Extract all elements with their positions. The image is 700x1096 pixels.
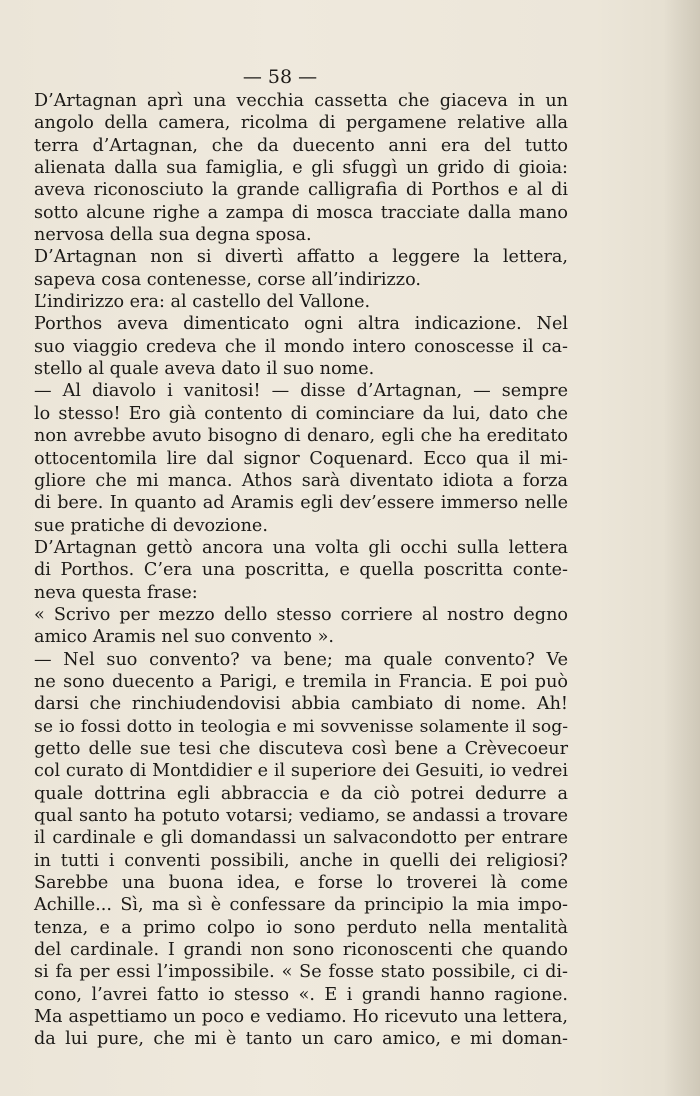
body-text bbox=[34, 90, 568, 1051]
text-line: quale dottrina egli abbraccia e da ciò potrei dedurre a bbox=[34, 783, 568, 804]
text-line: neva questa frase: bbox=[34, 582, 198, 603]
text-line: Achille... Sì, ma sì è confessare da principio la mia impo- bbox=[34, 895, 568, 916]
text-line: di Porthos. C’era una poscritta, e quella poscritta conte- bbox=[34, 560, 568, 581]
text-line: D’Artagnan non si divertì affatto a leggere la lettera, bbox=[34, 247, 568, 268]
text-line: gliore che mi manca. Athos sarà diventato idiota a forza bbox=[34, 470, 568, 491]
text-line: aveva riconosciuto la grande calligrafia di Porthos e al di bbox=[34, 180, 568, 201]
text-line: D’Artagnan aprì una vecchia cassetta che giaceva in un bbox=[34, 91, 568, 111]
page-fold-shadow bbox=[664, 0, 700, 1096]
text-line: tenza, e a primo colpo io sono perduto nella mentalità bbox=[34, 917, 568, 938]
text-line: se io fossi dotto in teologia e mi sovvenisse solamente il sog- bbox=[34, 716, 568, 737]
text-line: da lui pure, che mi è tanto un caro amico, e mi doman- bbox=[34, 1029, 568, 1050]
text-line: qual santo ha potuto votarsi; vediamo, se andassi a trovare bbox=[34, 806, 568, 826]
text-line: D’Artagnan gettò ancora una volta gli occhi sulla lettera bbox=[34, 537, 568, 558]
text-line: del cardinale. I grandi non sono riconoscenti che quando bbox=[34, 940, 568, 961]
text-line: cono, l’avrei fatto io stesso «. E i grandi hanno ragione. bbox=[34, 984, 568, 1005]
text-line: sotto alcune righe a zampa di mosca tracciate dalla mano bbox=[34, 202, 568, 223]
page-number: — 58 — bbox=[242, 66, 318, 88]
text-line: in tutti i conventi possibili, anche in quelli dei religiosi? bbox=[34, 850, 568, 871]
text-line: L’indirizzo era: al castello del Vallone. bbox=[34, 292, 371, 313]
text-line: amico Aramis nel suo convento ». bbox=[34, 627, 334, 648]
text-line: si fa per essi l’impossibile. « Se fosse stato possibile, ci di- bbox=[34, 962, 568, 983]
text-line: lo stesso! Ero già contento di cominciare da lui, dato che bbox=[34, 403, 568, 424]
text-line: angolo della camera, ricolma di pergamene relative alla bbox=[34, 113, 568, 134]
text-line: non avrebbe avuto bisogno di denaro, egli che ha ereditato bbox=[34, 426, 568, 447]
text-line: stello al quale aveva dato il suo nome. bbox=[34, 359, 375, 380]
text-line: col curato di Montdidier e il superiore dei Gesuiti, io vedrei bbox=[34, 761, 568, 782]
text-line: getto delle sue tesi che discuteva così bene a Crèvecoeur bbox=[34, 738, 568, 759]
text-line: il cardinale e gli domandassi un salvacondotto per entrare bbox=[34, 828, 568, 849]
text-line: — Nel suo convento? va bene; ma quale convento? Ve bbox=[34, 649, 568, 670]
text-line: sue pratiche di devozione. bbox=[34, 515, 268, 536]
text-line: darsi che rinchiudendovisi abbia cambiato di nome. Ah! bbox=[34, 694, 568, 715]
text-line: terra d’Artagnan, che da duecento anni era del tutto bbox=[34, 135, 568, 156]
text-line: alienata dalla sua famiglia, e gli sfuggì un grido di gioia: bbox=[34, 158, 568, 179]
text-line: ne sono duecento a Parigi, e tremila in Francia. E poi può bbox=[34, 671, 568, 692]
text-line: di bere. In quanto ad Aramis egli dev’essere immerso nelle bbox=[34, 493, 568, 514]
text-line: nervosa della sua degna sposa. bbox=[34, 225, 312, 246]
text-line: Porthos aveva dimenticato ogni altra indicazione. Nel bbox=[34, 314, 568, 335]
text-line: Ma aspettiamo un poco e vediamo. Ho ricevuto una lettera, bbox=[34, 1007, 568, 1028]
text-line: Sarebbe una buona idea, e forse lo troverei là come bbox=[34, 873, 568, 894]
text-line: ottocentomila lire dal signor Coquenard. Ecco qua il mi- bbox=[34, 448, 568, 469]
text-line: suo viaggio credeva che il mondo intero conoscesse il ca- bbox=[34, 336, 568, 357]
text-line: sapeva cosa contenesse, corse all’indirizzo. bbox=[34, 269, 421, 290]
text-line: « Scrivo per mezzo dello stesso corriere al nostro degno bbox=[34, 604, 568, 625]
text-line: — Al diavolo i vanitosi! — disse d’Artagnan, — sempre bbox=[34, 381, 568, 402]
